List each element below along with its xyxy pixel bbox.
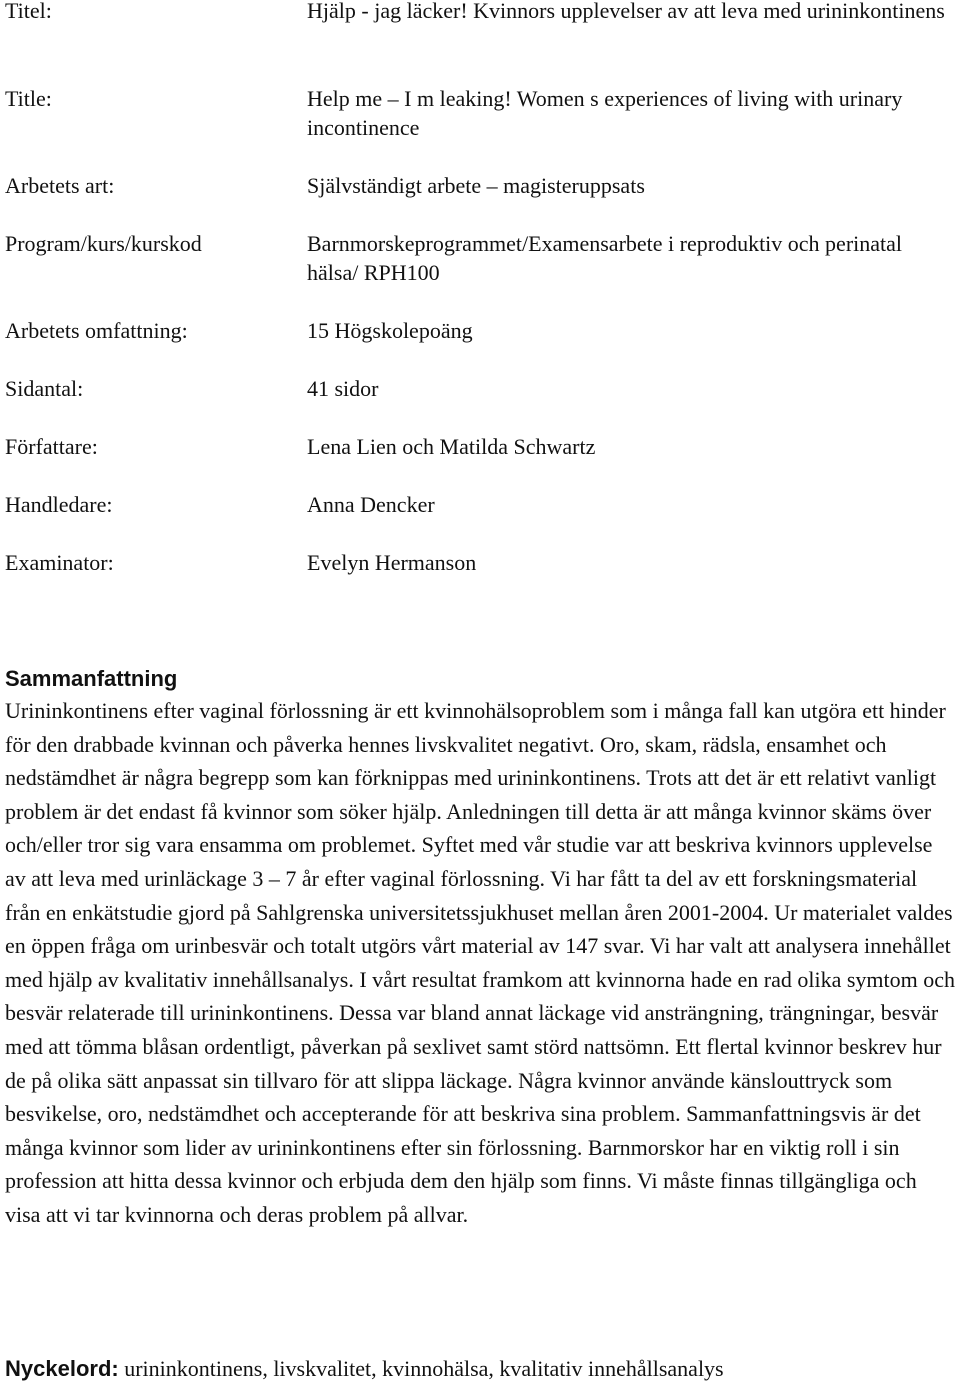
metadata-value: Barnmorskeprogrammet/Examensarbete i reproduktiv och perinatal hälsa/ RPH100 [307, 231, 903, 285]
keywords-value: urininkontinens, livskvalitet, kvinnohälsa, kvalitativ innehållsanalys [124, 1356, 724, 1381]
summary-section [5, 664, 955, 1232]
metadata-label: Program/kurs/kurskod [5, 231, 202, 256]
metadata-label: Handledare: [5, 492, 113, 517]
keywords-line [5, 1354, 955, 1384]
metadata-label: Title: [5, 86, 52, 111]
metadata-label: Arbetets omfattning: [5, 318, 188, 343]
metadata-value: Help me – I m leaking! Women s experiences of living with urinary incontinence [307, 86, 903, 140]
metadata-label: Arbetets art: [5, 173, 115, 198]
metadata-value: 15 Högskolepoäng [307, 318, 473, 343]
metadata-value: Hjälp - jag läcker! Kvinnors upplevelser av att leva med urininkontinens [307, 0, 945, 23]
metadata-label: Titel: [5, 0, 52, 23]
metadata-value: Anna Dencker [307, 492, 435, 517]
metadata-label: Examinator: [5, 550, 114, 575]
keywords-label: Nyckelord: [5, 1356, 119, 1381]
summary-body: Urininkontinens efter vaginal förlossning är ett kvinnohälsoproblem som i många fall kan utgöra ett hinder för den drabbade kvinnan och påverka hennes livskvalitet negativt. Oro, skam, rädsla, ensamhet och nedstämdhet är några begrepp som kan förknippas med urininkontinens. Trots att det är ett relativt vanligt problem är det endast få kvinnor som söker hjälp. Anledningen till detta är att många kvinnor skäms över och/eller tror sig vara ensamma om problemet. Syftet med vår studie var att beskriva kvinnors upplevelse av att leva med urinläckage 3 – 7 år efter vaginal förlossning. Vi har fått ta del av ett forskningsmaterial från en enkätstudie gjord på Sahlgrenska universitetssjukhuset mellan åren 2001-2004. Ur materialet valdes en öppen fråga om urinbesvär och totalt utgörs vårt material av 147 svar. Vi har valt att analysera innehållet med hjälp av kvalitativ innehållsanalys. I vårt resultat framkom att kvinnorna hade en rad olika symtom och besvär relaterade till urininkontinens. Dessa var bland annat läckage vid ansträngning, trängningar, besvär med att tömma blåsan ordentligt, påverkan på sexlivet samt störd nattsömn. Ett flertal kvinnor beskrev hur de på olika sätt anpassat sin tillvaro för att slippa läckage. Några kvinnor använde känslouttryck som besvikelse, oro, nedstämdhet och accepterande för att beskriva sina problem. Sammanfattningsvis är det många kvinnor som lider av urininkontinens efter sin förlossning. Barnmorskor har en viktig roll i sin profession att hitta dessa kvinnor och erbjuda dem den hjälp som finns. Vi måste finnas tillgängliga och visa att vi tar kvinnorna och deras problem på allvar. [5, 698, 956, 1227]
metadata-value: Lena Lien och Matilda Schwartz [307, 434, 596, 459]
summary-heading: Sammanfattning [5, 666, 178, 691]
metadata-value: Självständigt arbete – magisteruppsats [307, 173, 645, 198]
metadata-value: 41 sidor [307, 376, 379, 401]
metadata-value: Evelyn Hermanson [307, 550, 477, 575]
metadata-label: Sidantal: [5, 376, 84, 401]
metadata-label: Författare: [5, 434, 98, 459]
